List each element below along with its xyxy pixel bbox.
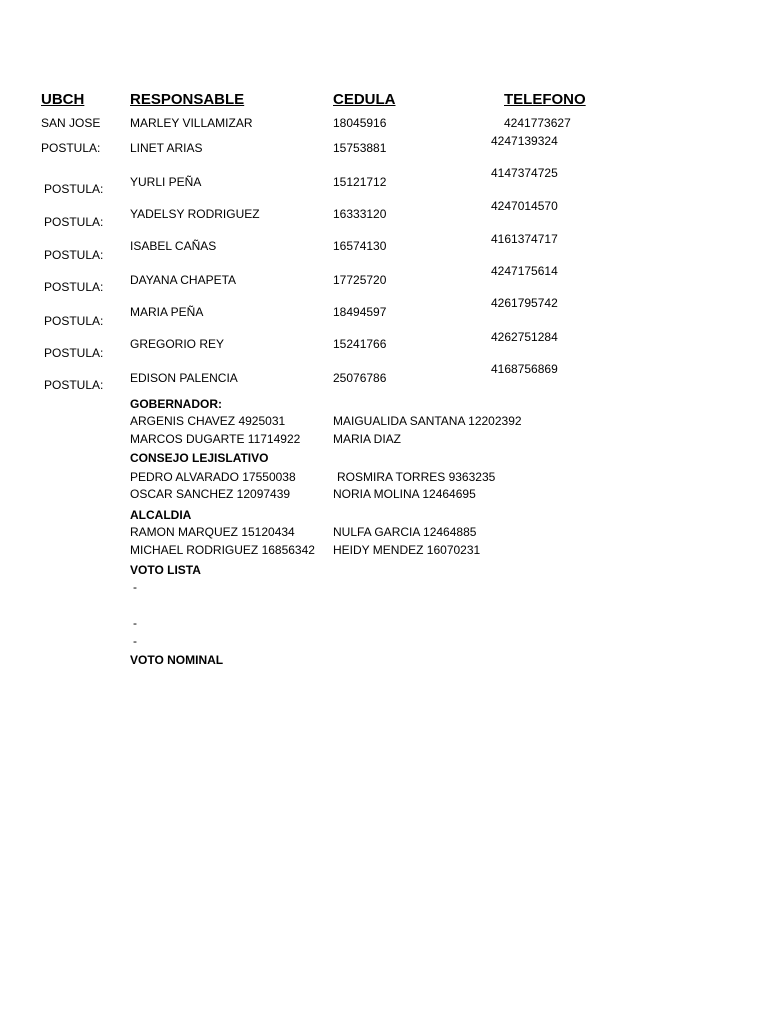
responsable-cell: YURLI PEÑA xyxy=(130,175,202,189)
telefono-cell: 4262751284 xyxy=(491,330,558,344)
telefono-cell: 4161374717 xyxy=(491,232,558,246)
telefono-cell: 4147374725 xyxy=(491,166,558,180)
alcaldia-right-1: NULFA GARCIA 12464885 xyxy=(333,525,477,539)
responsable-cell: YADELSY RODRIGUEZ xyxy=(130,207,260,221)
consejo-left-2: OSCAR SANCHEZ 12097439 xyxy=(130,487,291,501)
ubch-cell: POSTULA: xyxy=(44,248,104,262)
cedula-cell: 18494597 xyxy=(333,305,387,319)
cedula-cell: 25076786 xyxy=(333,371,387,385)
section-title-alcaldia: ALCALDIA xyxy=(130,508,192,522)
section-title-gobernador: GOBERNADOR: xyxy=(130,397,222,411)
ubch-cell: SAN JOSE xyxy=(41,116,101,130)
ubch-cell: POSTULA: xyxy=(44,378,104,392)
telefono-cell: 4241773627 xyxy=(504,116,571,130)
telefono-cell: 4247014570 xyxy=(491,199,558,213)
consejo-left-1: PEDRO ALVARADO 17550038 xyxy=(130,470,296,484)
alcaldia-right-2: HEIDY MENDEZ 16070231 xyxy=(333,543,481,557)
telefono-cell: 4247175614 xyxy=(491,264,558,278)
alcaldia-left-2: MICHAEL RODRIGUEZ 16856342 xyxy=(130,543,315,557)
gobernador-left-1: ARGENIS CHAVEZ 4925031 xyxy=(130,414,286,428)
section-title-voto-lista: VOTO LISTA xyxy=(130,563,201,577)
responsable-cell: ISABEL CAÑAS xyxy=(130,239,217,253)
responsable-cell: MARIA PEÑA xyxy=(130,305,204,319)
gobernador-left-2: MARCOS DUGARTE 11714922 xyxy=(130,432,301,446)
telefono-cell: 4247139324 xyxy=(491,134,558,148)
cedula-cell: 17725720 xyxy=(333,273,387,287)
gobernador-right-2: MARIA DIAZ xyxy=(333,432,402,446)
responsable-cell: GREGORIO REY xyxy=(130,337,225,351)
telefono-cell: 4168756869 xyxy=(491,362,558,376)
responsable-cell: MARLEY VILLAMIZAR xyxy=(130,116,253,130)
responsable-cell: DAYANA CHAPETA xyxy=(130,273,237,287)
gobernador-right-1: MAIGUALIDA SANTANA 12202392 xyxy=(333,414,522,428)
voto-lista-dash-1: - xyxy=(133,580,137,594)
voto-lista-dash-2: - xyxy=(133,616,137,630)
cedula-cell: 15121712 xyxy=(333,175,387,189)
responsable-cell: LINET ARIAS xyxy=(130,141,203,155)
header-ubch: UBCH xyxy=(41,91,85,108)
ubch-cell: POSTULA: xyxy=(41,141,101,155)
ubch-cell: POSTULA: xyxy=(44,280,104,294)
section-title-voto-nominal: VOTO NOMINAL xyxy=(130,653,224,667)
ubch-cell: POSTULA: xyxy=(44,215,104,229)
responsable-cell: EDISON PALENCIA xyxy=(130,371,238,385)
ubch-cell: POSTULA: xyxy=(44,182,104,196)
alcaldia-left-1: RAMON MARQUEZ 15120434 xyxy=(130,525,295,539)
cedula-cell: 18045916 xyxy=(333,116,387,130)
header-telefono: TELEFONO xyxy=(504,91,586,108)
ubch-cell: POSTULA: xyxy=(44,346,104,360)
header-responsable: RESPONSABLE xyxy=(130,91,245,108)
cedula-cell: 16333120 xyxy=(333,207,387,221)
consejo-right-2: NORIA MOLINA 12464695 xyxy=(333,487,476,501)
cedula-cell: 15241766 xyxy=(333,337,387,351)
ubch-cell: POSTULA: xyxy=(44,314,104,328)
voto-lista-dash-3: - xyxy=(133,634,137,648)
section-title-consejo: CONSEJO LEJISLATIVO xyxy=(130,451,269,465)
telefono-cell: 4261795742 xyxy=(491,296,558,310)
consejo-right-1: ROSMIRA TORRES 9363235 xyxy=(337,470,496,484)
header-cedula: CEDULA xyxy=(333,91,396,108)
cedula-cell: 15753881 xyxy=(333,141,387,155)
cedula-cell: 16574130 xyxy=(333,239,387,253)
